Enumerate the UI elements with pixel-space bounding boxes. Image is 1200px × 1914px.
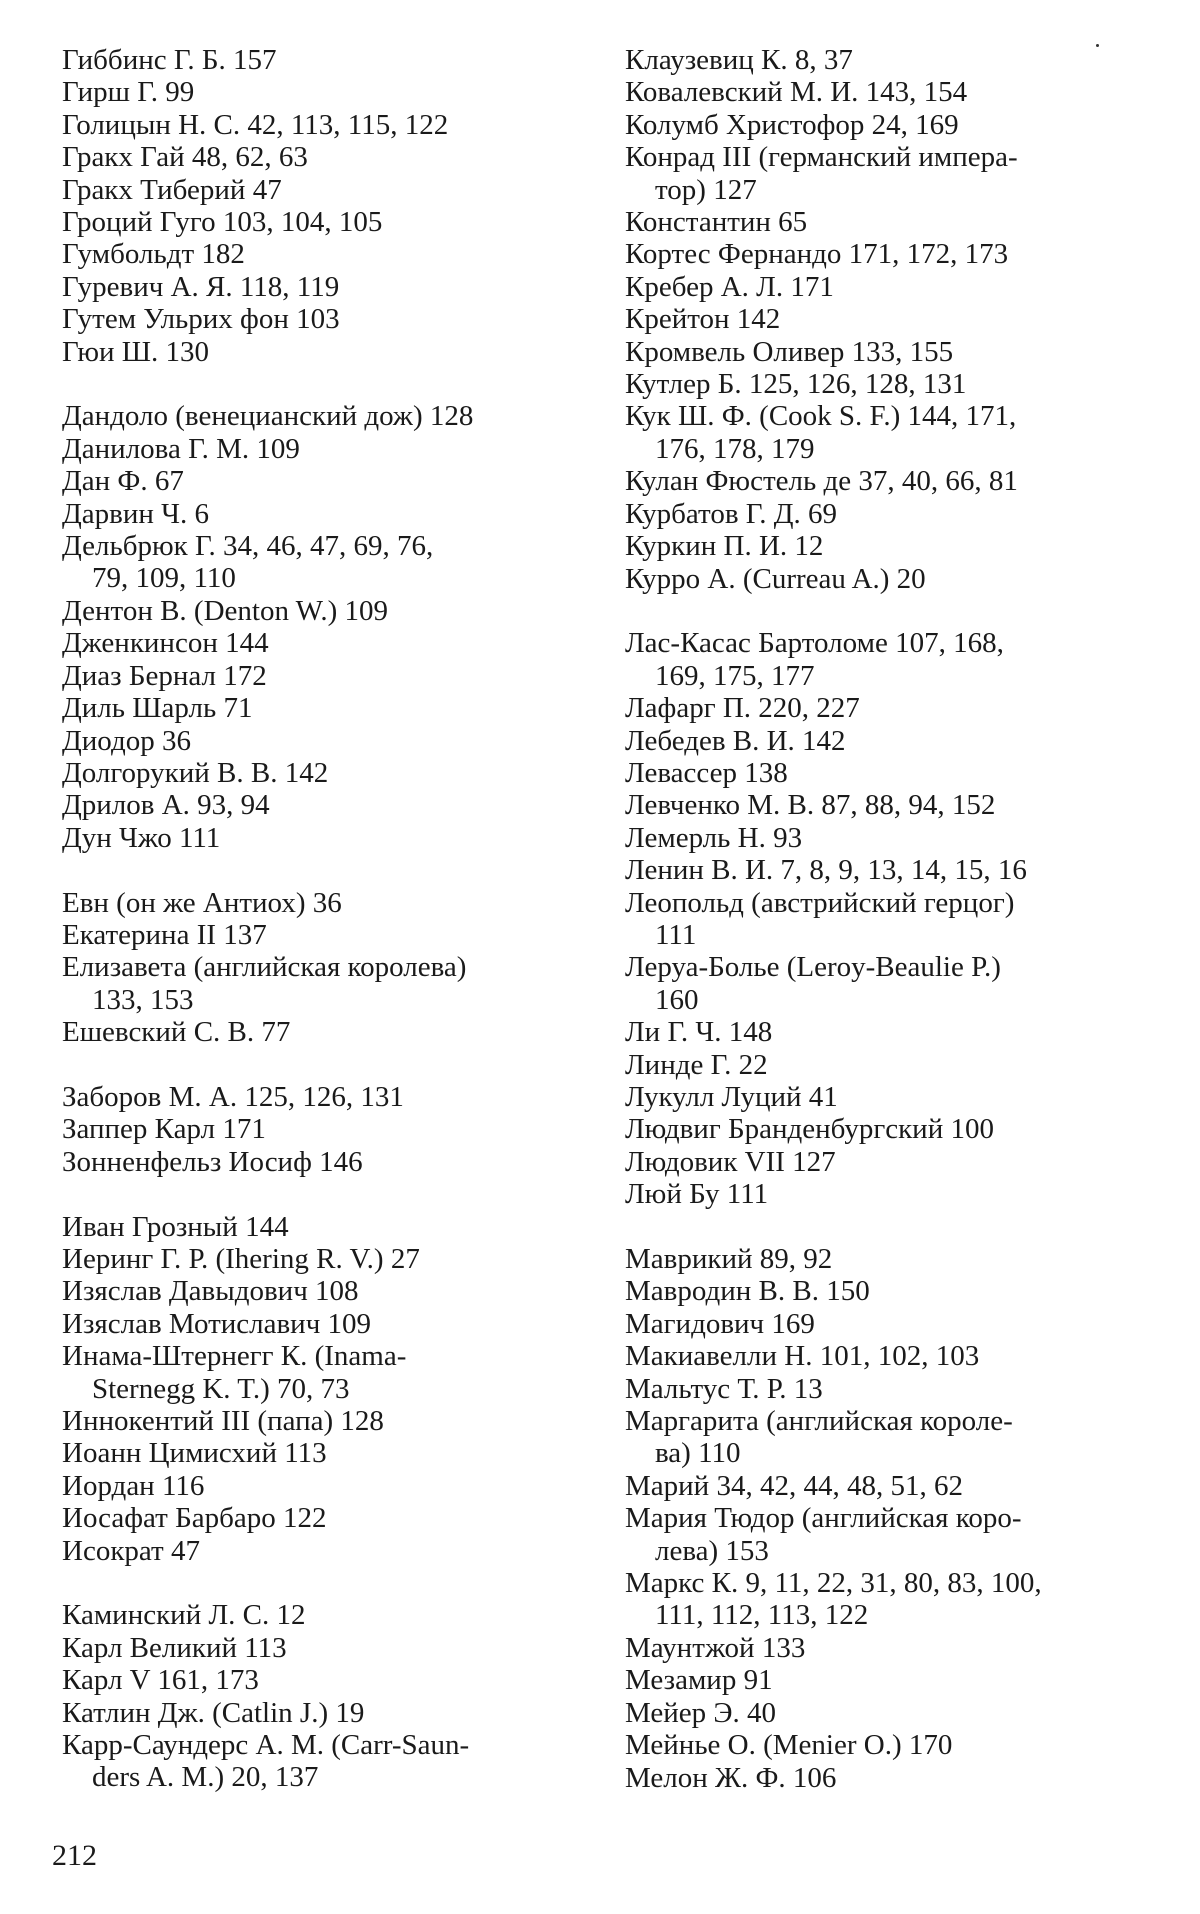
index-entry-text: Голицын Н. С. 42, 113, 115, 122 [62,108,449,141]
index-entry-text: Линде Г. 22 [625,1048,768,1081]
index-entry-text: Карл V 161, 173 [62,1664,259,1697]
index-entry [625,1340,1145,1372]
index-entry [62,1664,602,1696]
index-entry [62,789,602,821]
index-entry-text: Заппер Карл 171 [62,1113,266,1146]
index-entry-continuation: 79, 109, 110 [92,562,236,595]
index-entry-text: Колумб Христофор 24, 169 [625,108,959,141]
index-entry-continuation: 133, 153 [92,983,194,1016]
index-entry [625,757,1145,789]
letter-group-gap [62,1049,602,1081]
index-entry-text: Мелон Ж. Ф. 106 [625,1761,837,1794]
index-entry-text: Дарвин Ч. 6 [62,497,209,530]
index-entry [625,1632,1145,1664]
index-entry-text: Гирш Г. 99 [62,76,195,109]
index-entry-text: Людвиг Бранденбургский 100 [625,1113,994,1146]
index-entry-text: Иоанн Цимисхий 113 [62,1437,327,1470]
index-entry [625,1664,1145,1696]
index-entry-text: Кутлер Б. 125, 126, 128, 131 [625,368,967,401]
index-entry [625,1697,1145,1729]
index-entry [625,1178,1145,1210]
index-entry [62,238,602,270]
index-entry [625,1729,1145,1761]
index-entry-text: Диаз Бернал 172 [62,659,267,692]
index-entry-text: Данилова Г. М. 109 [62,432,300,465]
index-entry [62,141,602,173]
index-entry-text: Каминский Л. С. 12 [62,1599,306,1632]
index-entry-text: Елизавета (английская королева) [62,951,467,984]
index-entry [62,465,602,497]
index-entry-continuation: лева) 153 [655,1534,769,1567]
index-entry-continuation: 111 [655,918,697,951]
index-entry [62,1081,602,1113]
index-entry-text: Дан Ф. 67 [62,465,184,498]
index-entry-text: Иордан 116 [62,1469,205,1502]
index-entry [62,1113,602,1145]
index-entry-text: Мейер Э. 40 [625,1696,777,1729]
index-entry-text: Евн (он же Антиох) 36 [62,886,342,919]
index-entry-text: Дентон В. (Denton W.) 109 [62,594,389,627]
index-entry-text: Дженкинсон 144 [62,627,269,660]
index-entry [625,951,1145,1016]
letter-group-gap [625,1211,1145,1243]
index-entry-text: Кребер А. Л. 171 [625,270,834,303]
index-entry [62,498,602,530]
index-entry [625,1762,1145,1794]
index-entry [62,1146,602,1178]
index-entry-text: Катлин Дж. (Catlin J.) 19 [62,1696,365,1729]
letter-group-gap [62,1567,602,1599]
index-entry-text: Кук Ш. Ф. (Cook S. F.) 144, 171, [625,400,1017,433]
index-entry-text: Куркин П. И. 12 [625,530,824,563]
index-entry-text: Дандоло (венецианский дож) 128 [62,400,474,433]
index-entry [62,1405,602,1437]
index-entry-text: Кромвель Оливер 133, 155 [625,335,954,368]
index-entry-text: Кортес Фернандо 171, 172, 173 [625,238,1009,271]
index-entry [625,1243,1145,1275]
index-entry [62,887,602,919]
index-entry [625,1113,1145,1145]
index-entry [62,660,602,692]
index-entry-text: Людовик VII 127 [625,1145,836,1178]
index-entry-text: Маркс К. 9, 11, 22, 31, 80, 83, 100, [625,1567,1042,1600]
index-entry [62,1275,602,1307]
index-entry-text: Инама-Штернегг К. (Inama- [62,1340,407,1373]
index-entry [62,1016,602,1048]
index-entry-text: Зонненфельз Иосиф 146 [62,1145,363,1178]
index-entry-text: Гракх Тиберий 47 [62,173,282,206]
letter-group-gap [62,1178,602,1210]
index-entry [62,1308,602,1340]
index-entry [625,1373,1145,1405]
index-entry-text: Левченко М. В. 87, 88, 94, 152 [625,789,996,822]
index-entry-text: Левассер 138 [625,756,788,789]
index-entry [62,951,602,1016]
index-entry-text: Мейнье О. (Menier O.) 170 [625,1729,953,1762]
index-entry [62,271,602,303]
index-entry-text: Диль Шарль 71 [62,692,253,725]
index-entry-text: Люй Бу 111 [625,1178,769,1211]
index-entry-continuation: 111, 112, 113, 122 [655,1599,869,1632]
index-entry-text: Долгорукий В. В. 142 [62,756,329,789]
index-entry-text: Лафарг П. 220, 227 [625,692,860,725]
index-entry [625,1470,1145,1502]
index-entry [62,1502,602,1534]
index-entry-text: Гутем Ульрих фон 103 [62,303,340,336]
index-entry-text: Заборов М. А. 125, 126, 131 [62,1080,404,1113]
index-entry-continuation: ва) 110 [655,1437,741,1470]
index-entry [62,1599,602,1631]
index-entry [62,725,602,757]
index-entry [625,141,1145,206]
index-entry-continuation: 169, 175, 177 [655,659,815,692]
index-entry-text: Курбатов Г. Д. 69 [625,497,838,530]
index-entry-text: Кулан Фюстель де 37, 40, 66, 81 [625,465,1018,498]
print-speck [1096,44,1099,47]
index-entry [625,725,1145,757]
index-entry [62,109,602,141]
index-entry [62,400,602,432]
index-entry-text: Константин 65 [625,206,808,239]
index-entry [625,1502,1145,1567]
index-entry [625,692,1145,724]
index-entry [625,271,1145,303]
index-entry-text: Лебедев В. И. 142 [625,724,846,757]
index-entry [62,1697,602,1729]
index-entry-text: Дрилов А. 93, 94 [62,789,270,822]
index-entry [62,76,602,108]
index-entry-text: Лас-Касас Бартоломе 107, 168, [625,627,1004,660]
index-entry [62,44,602,76]
index-entry [625,498,1145,530]
index-entry [62,530,602,595]
index-entry [625,109,1145,141]
index-entry-text: Карр-Саундерс А. М. (Carr-Saun- [62,1729,470,1762]
index-entry-text: Иван Грозный 144 [62,1210,289,1243]
index-entry-text: Гиббинс Г. Б. 157 [62,44,277,76]
index-entry-text: Иннокентий III (папа) 128 [62,1405,384,1437]
index-entry [625,368,1145,400]
index-entry-text: Леопольд (австрийский герцог) [625,886,1015,919]
index-entry [62,822,602,854]
index-entry [62,692,602,724]
index-entry [62,206,602,238]
index-entry [62,1632,602,1664]
index-entry-text: Мальтус Т. Р. 13 [625,1372,823,1405]
index-entry [62,627,602,659]
index-entry [625,627,1145,692]
index-entry-text: Гракх Гай 48, 62, 63 [62,141,308,174]
index-entry-text: Гуревич А. Я. 118, 119 [62,270,340,303]
index-entry-text: Ленин В. И. 7, 8, 9, 13, 14, 15, 16 [625,854,1027,887]
index-entry [625,336,1145,368]
index-entry-text: Екатерина II 137 [62,918,267,951]
index-entry [625,530,1145,562]
index-entry-text: Маунтжой 133 [625,1631,806,1664]
index-entry-text: Крейтон 142 [625,303,781,336]
index-entry-text: Лемерль Н. 93 [625,821,803,854]
index-entry [625,1567,1145,1632]
page-number: 212 [52,1839,97,1872]
index-entry-continuation: 160 [655,983,699,1016]
index-entry-text: Леруа-Болье (Leroy-Beaulie P.) [625,951,1001,984]
letter-group-gap [62,854,602,886]
index-entry [62,1211,602,1243]
index-entry [62,303,602,335]
index-entry-text: Маргарита (английская короле- [625,1405,1013,1438]
index-entry-text: Мария Тюдор (английская коро- [625,1502,1022,1535]
index-entry-text: Иосафат Барбаро 122 [62,1502,327,1535]
index-entry [625,1275,1145,1307]
index-entry-text: Изяслав Давыдович 108 [62,1275,359,1308]
index-entry-text: Изяслав Мотиславич 109 [62,1307,372,1340]
index-entry-text: Ковалевский М. И. 143, 154 [625,76,968,109]
index-entry [625,1049,1145,1081]
index-entry [625,206,1145,238]
index-entry [62,919,602,951]
letter-group-gap [62,368,602,400]
index-entry-text: Гюи Ш. 130 [62,335,210,368]
index-entry [62,1437,602,1469]
index-entry-text: Карл Великий 113 [62,1631,287,1664]
index-entry [625,76,1145,108]
index-entry [625,44,1145,76]
index-entry-continuation: 176, 178, 179 [655,432,815,465]
index-entry [62,757,602,789]
index-entry [62,1470,602,1502]
index-entry-text: Мавродин В. В. 150 [625,1275,870,1308]
index-entry-text: Гроций Гуго 103, 104, 105 [62,206,383,239]
index-entry [62,174,602,206]
index-entry-text: Магидович 169 [625,1307,815,1340]
index-entry [62,1243,602,1275]
index-entry [625,1081,1145,1113]
index-entry [62,1729,602,1794]
index-entry-text: Дун Чжо 111 [62,821,221,854]
index-column-left [62,44,602,1794]
index-entry [62,1535,602,1567]
index-entry [625,1016,1145,1048]
index-entry [625,887,1145,952]
index-entry-text: Ешевский С. В. 77 [62,1016,291,1049]
index-entry-text: Исократ 47 [62,1534,200,1567]
index-entry [625,1146,1145,1178]
index-entry-text: Маврикий 89, 92 [625,1243,833,1275]
index-column-right [625,44,1145,1794]
index-entry-continuation: Sternegg K. T.) 70, 73 [92,1372,350,1405]
index-entry-text: Гумбольдт 182 [62,238,245,271]
index-entry-text: Мезамир 91 [625,1664,773,1697]
index-entry [62,595,602,627]
index-entry [625,1308,1145,1340]
index-entry [62,433,602,465]
index-entry [625,1405,1145,1470]
index-entry-continuation: ders A. M.) 20, 137 [92,1761,319,1794]
index-entry [625,303,1145,335]
letter-group-gap [625,595,1145,627]
index-entry [625,465,1145,497]
index-entry [62,336,602,368]
index-entry-text: Лукулл Луций 41 [625,1080,838,1113]
index-entry [625,400,1145,465]
index-entry-text: Ли Г. Ч. 148 [625,1016,773,1049]
index-entry-text: Диодор 36 [62,724,191,757]
index-entry-text: Марий 34, 42, 44, 48, 51, 62 [625,1469,963,1502]
index-entry [625,854,1145,886]
index-entry-text: Клаузевиц К. 8, 37 [625,44,853,76]
index-entry-continuation: тор) 127 [655,173,757,206]
index-entry-text: Курро А. (Curreau A.) 20 [625,562,926,595]
index-entry-text: Макиавелли Н. 101, 102, 103 [625,1340,980,1373]
index-entry [62,1340,602,1405]
index-entry [625,789,1145,821]
index-entry [625,563,1145,595]
index-entry-text: Дельбрюк Г. 34, 46, 47, 69, 76, [62,530,434,563]
index-entry-text: Конрад III (германский импера- [625,141,1018,174]
index-entry [625,238,1145,270]
index-entry-text: Иеринг Г. Р. (Ihering R. V.) 27 [62,1242,420,1275]
index-entry [625,822,1145,854]
